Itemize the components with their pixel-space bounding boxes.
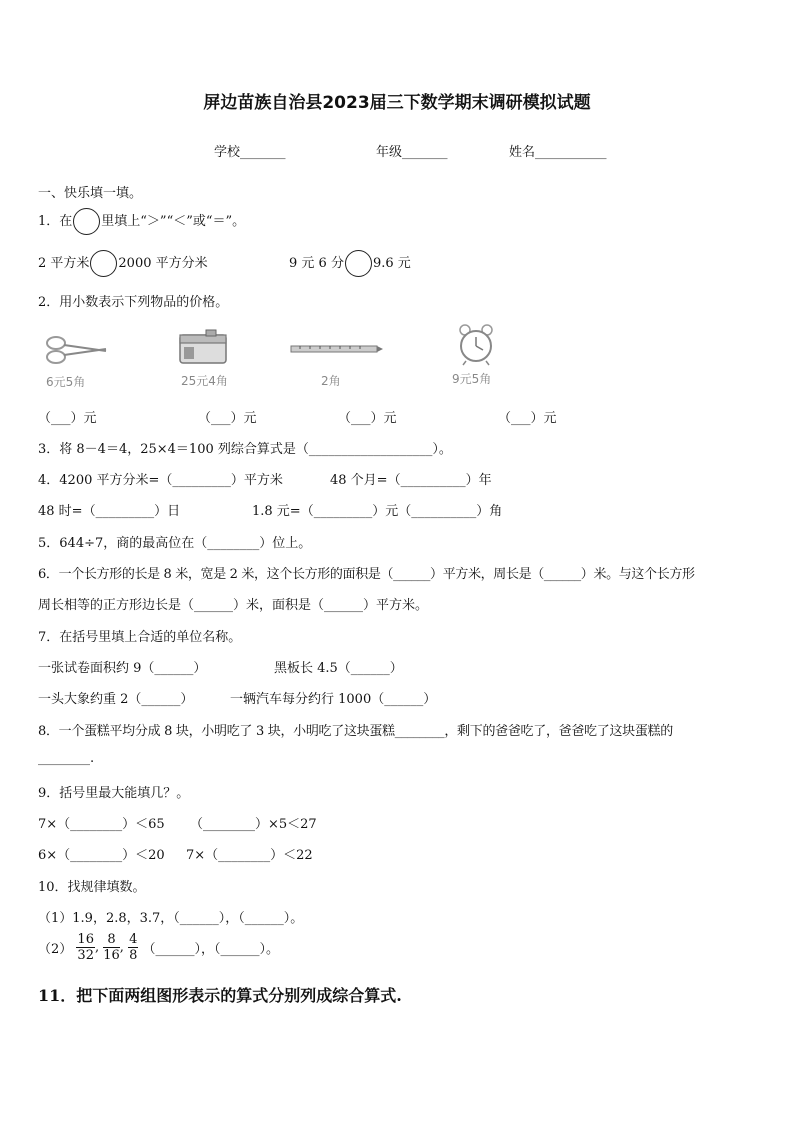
question-7b: 黑板长 4.5（______） bbox=[274, 661, 403, 676]
q1-suffix: 里填上“＞”“＜”或“＝”。 bbox=[101, 214, 246, 229]
question-4c: 48 时=（_________）日 bbox=[38, 504, 181, 519]
scissors-icon bbox=[44, 333, 110, 367]
section-heading: 一、快乐填一填。 bbox=[38, 186, 143, 201]
name-field[interactable]: 姓名___________ bbox=[509, 145, 607, 160]
question-10-part1: （1）1.9，2.8，3.7，（______），（______）。 bbox=[38, 911, 304, 926]
question-8-line1: 8．一个蛋糕平均分成 8 块，小明吃了 3 块，小明吃了这块蛋糕________，剩下的爸爸吃了，爸爸吃了这块蛋糕的 bbox=[38, 724, 673, 739]
q1-compare-b bbox=[289, 250, 411, 277]
page-title: 屏边苗族自治县2023届三下数学期末调研模拟试题 bbox=[203, 93, 591, 113]
circle-icon bbox=[73, 208, 100, 235]
school-field[interactable]: 学校_______ bbox=[214, 145, 286, 160]
question-4b: 48 个月=（__________）年 bbox=[330, 473, 492, 488]
question-10: 10．找规律填数。 bbox=[38, 880, 146, 895]
alarm-clock-icon bbox=[456, 322, 496, 366]
price-label: 25元4角 bbox=[181, 374, 228, 388]
question-9c: 6×（________）＜20 bbox=[38, 848, 165, 863]
answer-blank[interactable]: （___）元 bbox=[38, 411, 97, 426]
compare-circle-a[interactable] bbox=[90, 250, 117, 277]
question-6-line2: 周长相等的正方形边长是（______）米，面积是（______）平方米。 bbox=[38, 598, 429, 613]
grade-field[interactable]: 年级_______ bbox=[376, 145, 448, 160]
q1b-right: 9.6 元 bbox=[372, 256, 411, 271]
fraction: $\frac{16}{32}$ bbox=[77, 932, 94, 963]
fraction: $\frac{8}{16}$ bbox=[103, 932, 120, 963]
compare-circle-b[interactable] bbox=[345, 250, 372, 277]
question-4a: 4．4200 平方分米=（_________）平方米 bbox=[38, 473, 283, 488]
price-label: 6元5角 bbox=[46, 375, 86, 389]
question-10-part2: （2） $\frac{16}{32}$ , $\frac{8}{16}$ , $\frac{4}{8}$ （______），（______）。 bbox=[38, 932, 280, 963]
question-9: 9．括号里最大能填几？。 bbox=[38, 786, 190, 801]
question-7c: 一头大象约重 2（______） bbox=[38, 692, 194, 707]
question-1 bbox=[38, 208, 245, 235]
answer-blank[interactable]: （___）元 bbox=[498, 411, 557, 426]
question-5: 5．644÷7，商的最高位在（________）位上。 bbox=[38, 536, 312, 551]
question-9b: （________）×5＜27 bbox=[190, 817, 317, 832]
question-7d: 一辆汽车每分约行 1000（______） bbox=[230, 692, 437, 707]
part2-tail: （______），（______）。 bbox=[142, 942, 280, 957]
question-3: 3．将 8－4＝4，25×4＝100 列综合算式是（___________________）。 bbox=[38, 442, 452, 457]
question-9d: 7×（________）＜22 bbox=[186, 848, 313, 863]
price-label: 2角 bbox=[321, 374, 341, 388]
ruler-icon bbox=[290, 343, 384, 355]
q1-compare-a bbox=[38, 250, 208, 277]
answer-blank[interactable]: （___）元 bbox=[338, 411, 397, 426]
question-11: 11．把下面两组图形表示的算式分别列成综合算式. bbox=[38, 986, 402, 1005]
question-2: 2．用小数表示下列物品的价格。 bbox=[38, 295, 229, 310]
question-8-line2: ________. bbox=[38, 751, 95, 766]
answer-blank[interactable]: （___）元 bbox=[198, 411, 257, 426]
price-label: 9元5角 bbox=[452, 372, 492, 386]
q1-prefix: 1．在 bbox=[38, 214, 73, 229]
pencil-case-icon bbox=[176, 327, 232, 367]
q1a-left: 2 平方米 bbox=[38, 256, 90, 271]
question-7: 7．在括号里填上合适的单位名称。 bbox=[38, 630, 242, 645]
part2-label: （2） bbox=[38, 942, 73, 957]
question-7a: 一张试卷面积约 9（______） bbox=[38, 661, 207, 676]
q1a-right: 2000 平方分米 bbox=[118, 256, 208, 271]
question-9a: 7×（________）＜65 bbox=[38, 817, 165, 832]
q1b-left: 9 元 6 分 bbox=[289, 256, 344, 271]
question-6-line1: 6．一个长方形的长是 8 米，宽是 2 米，这个长方形的面积是（______）平方米，周长是（______）米。与这个长方形 bbox=[38, 567, 695, 582]
question-4d: 1.8 元=（_________）元（__________）角 bbox=[252, 504, 503, 519]
fraction: $\frac{4}{8}$ bbox=[129, 932, 138, 963]
